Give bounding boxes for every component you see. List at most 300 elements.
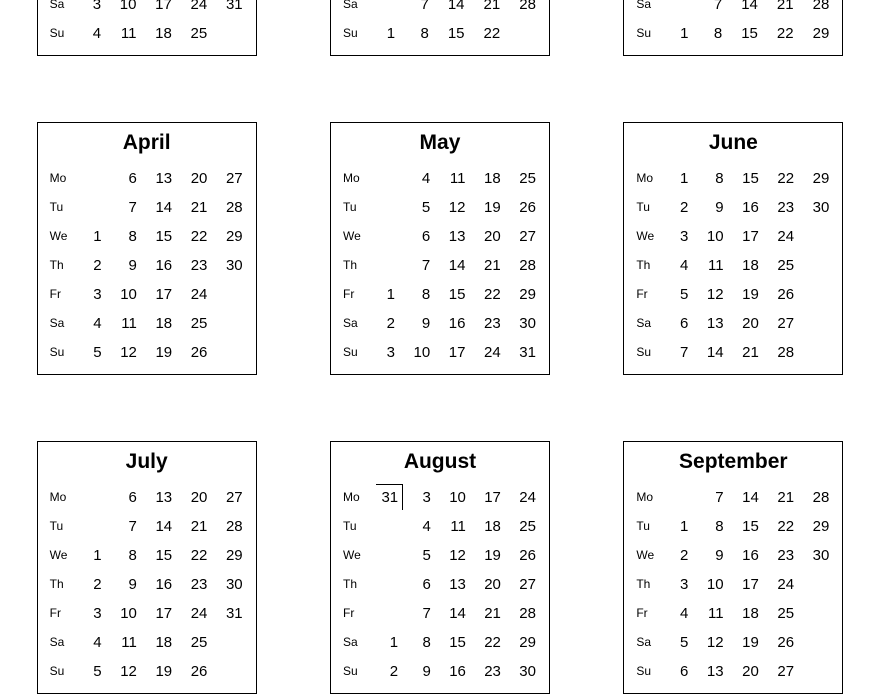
month-card[interactable]	[330, 441, 550, 694]
day-cell[interactable]: 9	[128, 257, 137, 274]
day-cell[interactable]: 2	[93, 576, 102, 593]
day-cell[interactable]: 29	[812, 518, 830, 535]
day-cell[interactable]: 1	[386, 286, 395, 303]
day-cell[interactable]: 22	[190, 547, 208, 564]
weekday-label: Sa	[636, 0, 652, 11]
month-card[interactable]	[37, 122, 257, 375]
day-cell[interactable]: 2	[386, 315, 395, 332]
weekday-row	[632, 628, 834, 657]
weekday-label: We	[49, 229, 68, 243]
day-cell[interactable]: 16	[742, 199, 759, 216]
day-cell[interactable]: 14	[742, 489, 759, 506]
day-cell[interactable]: 23	[777, 199, 795, 216]
month-table	[632, 164, 834, 367]
weekday-row	[339, 599, 541, 628]
day-cell[interactable]: 6	[679, 315, 689, 332]
day-cell[interactable]: 31	[225, 605, 243, 622]
day-cell[interactable]: 24	[190, 286, 208, 303]
day-cell[interactable]: 22	[776, 25, 794, 42]
day-cell[interactable]: 26	[190, 344, 208, 361]
day-cell[interactable]	[212, 338, 247, 367]
day-cell[interactable]: 22	[484, 634, 501, 651]
day-cell[interactable]: 19	[155, 344, 173, 361]
day-cell[interactable]: 30	[519, 663, 536, 680]
day-cell[interactable]: 11	[449, 170, 466, 187]
day-cell[interactable]: 27	[225, 489, 243, 506]
day-cell[interactable]	[799, 222, 834, 251]
day-cell[interactable]: 14	[449, 605, 466, 622]
day-cell[interactable]: 27	[777, 663, 795, 680]
day-cell[interactable]: 14	[448, 257, 466, 274]
day-cell[interactable]	[505, 19, 541, 48]
day-cell[interactable]: 6	[421, 228, 431, 245]
day-cell[interactable]: 20	[742, 315, 759, 332]
day-cell[interactable]: 11	[121, 634, 137, 651]
day-cell[interactable]	[367, 570, 403, 599]
day-cell[interactable]	[367, 483, 403, 512]
day-cell[interactable]: 29	[519, 634, 536, 651]
day-cell[interactable]: 12	[120, 344, 137, 361]
day-cell[interactable]: 4	[421, 170, 431, 187]
day-cell[interactable]: 17	[484, 489, 501, 506]
day-cell[interactable]	[799, 599, 834, 628]
day-cell[interactable]: 26	[519, 199, 536, 216]
day-cell[interactable]: 12	[706, 634, 724, 651]
weekday-label: Mo	[636, 490, 653, 504]
day-cell[interactable]	[660, 483, 693, 512]
day-cell[interactable]: 22	[483, 25, 501, 42]
day-cell[interactable]: 3	[679, 576, 689, 593]
day-cell[interactable]: 8	[715, 518, 724, 535]
day-cell[interactable]: 15	[742, 170, 759, 187]
day-cell[interactable]: 10	[706, 228, 724, 245]
month-card[interactable]	[623, 0, 843, 56]
weekday-row	[339, 570, 541, 599]
day-cell[interactable]: 22	[777, 170, 795, 187]
day-cell[interactable]: 15	[449, 634, 466, 651]
day-cell[interactable]: 18	[742, 605, 759, 622]
day-cell[interactable]: 21	[776, 0, 794, 13]
weekday-label: Su	[49, 664, 65, 678]
day-cell[interactable]: 21	[777, 489, 795, 506]
month-card[interactable]	[623, 122, 843, 375]
day-cell[interactable]: 7	[679, 344, 689, 361]
day-cell[interactable]: 8	[128, 547, 137, 564]
month-card[interactable]	[37, 441, 257, 694]
day-cell[interactable]: 24	[190, 605, 208, 622]
day-cell[interactable]: 9	[715, 547, 724, 564]
day-cell[interactable]: 13	[706, 663, 724, 680]
weekday-row	[632, 222, 834, 251]
day-cell[interactable]: 12	[120, 663, 137, 680]
day-cell[interactable]: 6	[128, 489, 137, 506]
day-cell[interactable]: 3	[93, 605, 102, 622]
day-cell[interactable]: 25	[777, 605, 795, 622]
day-cell[interactable]: 29	[812, 170, 830, 187]
weekday-label: Su	[49, 26, 65, 40]
day-cell[interactable]: 19	[742, 634, 759, 651]
day-cell[interactable]: 14	[155, 199, 173, 216]
weekday-row	[46, 483, 248, 512]
weekday-row	[46, 0, 248, 19]
day-cell[interactable]: 18	[484, 518, 501, 535]
month-table	[632, 0, 834, 48]
weekday-row	[46, 309, 248, 338]
day-cell[interactable]: 19	[155, 663, 173, 680]
day-cell[interactable]: 10	[120, 605, 137, 622]
day-cell[interactable]	[367, 193, 400, 222]
day-cell[interactable]: 30	[225, 576, 243, 593]
day-cell[interactable]: 5	[679, 286, 689, 303]
day-cell[interactable]: 14	[706, 344, 724, 361]
day-cell[interactable]	[660, 0, 694, 19]
day-cell[interactable]: 20	[190, 489, 208, 506]
day-cell[interactable]: 3	[93, 286, 102, 303]
day-cell[interactable]: 13	[155, 170, 173, 187]
day-cell[interactable]: 23	[484, 663, 501, 680]
day-cell[interactable]: 22	[190, 228, 208, 245]
day-cell[interactable]: 25	[190, 315, 208, 332]
day-cell[interactable]: 7	[713, 0, 723, 13]
day-cell[interactable]: 28	[812, 489, 830, 506]
day-cell[interactable]: 19	[484, 199, 501, 216]
day-cell[interactable]: 30	[519, 315, 536, 332]
day-cell[interactable]: 18	[742, 257, 759, 274]
day-cell[interactable]	[799, 251, 834, 280]
day-cell[interactable]: 24	[777, 576, 795, 593]
day-cell[interactable]	[799, 280, 834, 309]
day-cell[interactable]: 24	[190, 0, 208, 13]
day-cell[interactable]	[366, 0, 400, 19]
month-title: July	[125, 450, 168, 473]
day-cell[interactable]: 4	[93, 315, 102, 332]
day-cell[interactable]	[367, 222, 400, 251]
day-cell[interactable]: 5	[422, 547, 431, 564]
month-table	[339, 164, 541, 367]
day-cell[interactable]: 9	[421, 315, 431, 332]
day-cell[interactable]: 8	[713, 25, 723, 42]
day-cell[interactable]	[212, 309, 247, 338]
day-cell[interactable]: 17	[742, 576, 759, 593]
day-cell[interactable]: 7	[715, 489, 724, 506]
day-cell[interactable]: 29	[812, 25, 830, 42]
day-cell[interactable]: 10	[120, 286, 137, 303]
weekday-row	[632, 599, 834, 628]
day-cell[interactable]	[74, 483, 107, 512]
day-cell[interactable]: 2	[679, 547, 689, 564]
day-cell[interactable]: 20	[190, 170, 208, 187]
day-cell[interactable]: 6	[128, 170, 137, 187]
day-cell[interactable]: 27	[225, 170, 243, 187]
weekday-label: Th	[636, 577, 651, 591]
day-cell[interactable]: 23	[190, 257, 208, 274]
day-cell[interactable]: 15	[447, 25, 465, 42]
day-cell[interactable]: 7	[420, 0, 429, 13]
day-cell[interactable]: 18	[484, 170, 501, 187]
month-card[interactable]	[37, 0, 257, 56]
day-cell[interactable]: 30	[225, 257, 243, 274]
day-cell[interactable]: 8	[422, 634, 431, 651]
day-cell[interactable]: 16	[449, 663, 466, 680]
day-cell[interactable]: 11	[121, 315, 137, 332]
day-cell[interactable]: 10	[119, 0, 137, 13]
day-cell[interactable]: 25	[190, 25, 208, 42]
month-table	[339, 483, 541, 686]
day-cell[interactable]: 2	[93, 257, 102, 274]
day-cell[interactable]: 13	[706, 315, 724, 332]
day-cell[interactable]: 28	[777, 344, 795, 361]
day-cell[interactable]: 10	[706, 576, 724, 593]
day-cell[interactable]	[367, 599, 403, 628]
day-cell[interactable]	[799, 570, 834, 599]
weekday-row	[339, 222, 541, 251]
day-cell[interactable]: 7	[128, 518, 137, 535]
day-cell[interactable]: 27	[777, 315, 795, 332]
day-cell[interactable]: 5	[421, 199, 431, 216]
weekday-row	[339, 657, 541, 686]
day-cell[interactable]: 15	[741, 25, 758, 42]
day-cell[interactable]: 19	[484, 547, 501, 564]
weekday-label: Sa	[636, 635, 652, 649]
day-cell[interactable]: 12	[448, 199, 466, 216]
day-cell[interactable]: 29	[519, 286, 536, 303]
day-cell[interactable]: 25	[519, 170, 536, 187]
weekday-row	[339, 19, 541, 48]
day-cell[interactable]: 30	[812, 547, 830, 564]
day-cell[interactable]: 5	[93, 663, 102, 680]
day-cell[interactable]: 8	[128, 228, 137, 245]
day-cell[interactable]: 17	[155, 286, 173, 303]
weekday-row	[46, 338, 248, 367]
day-cell[interactable]: 2	[389, 663, 399, 680]
day-cell[interactable]: 1	[93, 228, 102, 245]
weekday-row	[46, 193, 248, 222]
day-cell[interactable]: 29	[225, 228, 243, 245]
day-cell[interactable]: 6	[679, 663, 689, 680]
day-cell[interactable]: 16	[155, 576, 173, 593]
day-cell[interactable]: 16	[155, 257, 173, 274]
day-cell[interactable]: 28	[812, 0, 830, 13]
day-cell[interactable]: 3	[679, 228, 689, 245]
weekday-row	[46, 570, 248, 599]
day-cell[interactable]: 28	[519, 0, 536, 13]
day-cell[interactable]: 15	[448, 286, 466, 303]
day-cell[interactable]: 13	[155, 489, 173, 506]
day-cell[interactable]: 11	[120, 25, 137, 42]
day-cell[interactable]: 28	[519, 605, 536, 622]
day-cell[interactable]: 21	[742, 344, 759, 361]
day-cell[interactable]: 20	[484, 576, 501, 593]
day-cell[interactable]: 1	[386, 25, 396, 42]
day-cell[interactable]: 21	[484, 257, 501, 274]
weekday-row	[46, 222, 248, 251]
month-card[interactable]	[330, 122, 550, 375]
day-cell[interactable]: 20	[484, 228, 501, 245]
weekday-row	[632, 0, 834, 19]
day-cell[interactable]: 10	[449, 489, 466, 506]
day-cell[interactable]	[74, 512, 107, 541]
day-cell[interactable]: 19	[742, 286, 759, 303]
day-cell[interactable]: 18	[155, 315, 173, 332]
day-cell[interactable]: 18	[155, 634, 173, 651]
month-table	[339, 0, 541, 48]
day-cell[interactable]: 21	[190, 518, 208, 535]
weekday-row	[46, 251, 248, 280]
day-cell[interactable]: 4	[92, 25, 102, 42]
day-cell[interactable]: 27	[519, 228, 536, 245]
weekday-row	[632, 280, 834, 309]
day-cell[interactable]: 24	[777, 228, 795, 245]
day-cell[interactable]	[212, 628, 247, 657]
day-cell[interactable]: 14	[155, 518, 173, 535]
day-cell[interactable]: 15	[155, 547, 173, 564]
day-cell[interactable]: 31	[225, 0, 243, 13]
weekday-row	[632, 570, 834, 599]
day-cell[interactable]: 21	[484, 605, 501, 622]
day-cell[interactable]: 26	[190, 663, 208, 680]
day-cell[interactable]: 13	[449, 576, 466, 593]
day-cell[interactable]: 3	[422, 489, 431, 506]
day-cell[interactable]: 1	[680, 25, 689, 42]
weekday-label: Fr	[636, 287, 648, 301]
weekday-label: Mo	[342, 490, 360, 504]
day-cell[interactable]: 8	[420, 25, 429, 42]
day-cell[interactable]	[367, 251, 400, 280]
selected-day-box[interactable]: 31	[376, 484, 403, 510]
month-card[interactable]	[330, 0, 550, 56]
weekday-label: Su	[636, 664, 652, 678]
day-cell[interactable]: 31	[519, 344, 536, 361]
month-table	[46, 164, 248, 367]
day-cell[interactable]: 1	[93, 547, 102, 564]
day-cell[interactable]	[799, 628, 834, 657]
day-cell[interactable]: 21	[483, 0, 501, 13]
day-cell[interactable]: 11	[707, 605, 724, 622]
day-cell[interactable]: 2	[679, 199, 689, 216]
day-cell[interactable]: 3	[92, 0, 102, 13]
weekday-label: We	[342, 548, 361, 562]
day-cell[interactable]	[367, 512, 403, 541]
day-cell[interactable]	[799, 657, 834, 686]
weekday-row	[46, 541, 248, 570]
day-cell[interactable]: 28	[225, 518, 243, 535]
day-cell[interactable]: 13	[448, 228, 466, 245]
day-cell[interactable]: 14	[741, 0, 758, 13]
month-table	[632, 483, 834, 686]
day-cell[interactable]: 25	[190, 634, 208, 651]
weekday-row	[46, 657, 248, 686]
day-cell[interactable]: 7	[128, 199, 137, 216]
weekday-label: Su	[342, 664, 358, 678]
day-cell[interactable]	[74, 193, 107, 222]
day-cell[interactable]: 6	[422, 576, 431, 593]
day-cell[interactable]: 1	[389, 634, 399, 651]
day-cell[interactable]: 25	[777, 257, 795, 274]
day-cell[interactable]: 21	[190, 199, 208, 216]
day-cell[interactable]: 26	[777, 634, 795, 651]
weekday-label: Sa	[342, 635, 358, 649]
weekday-row	[632, 512, 834, 541]
day-cell[interactable]: 30	[812, 199, 830, 216]
day-cell[interactable]	[367, 164, 400, 193]
day-cell[interactable]: 15	[742, 518, 759, 535]
day-cell[interactable]: 22	[484, 286, 501, 303]
day-cell[interactable]: 28	[519, 257, 536, 274]
day-cell[interactable]: 14	[447, 0, 465, 13]
day-cell[interactable]: 12	[449, 547, 466, 564]
day-cell[interactable]: 16	[742, 547, 759, 564]
day-cell[interactable]: 16	[448, 315, 466, 332]
day-cell[interactable]: 7	[422, 605, 431, 622]
weekday-label: Th	[49, 258, 64, 272]
day-cell[interactable]: 25	[519, 518, 536, 535]
day-cell[interactable]: 4	[679, 605, 689, 622]
day-cell[interactable]: 8	[421, 286, 431, 303]
day-cell[interactable]: 24	[484, 344, 501, 361]
day-cell[interactable]	[799, 309, 834, 338]
day-cell[interactable]: 5	[93, 344, 102, 361]
day-cell[interactable]: 9	[128, 576, 137, 593]
day-cell[interactable]: 11	[450, 518, 466, 535]
day-cell[interactable]: 4	[93, 634, 102, 651]
day-cell[interactable]: 29	[225, 547, 243, 564]
day-cell[interactable]: 17	[448, 344, 466, 361]
day-cell[interactable]: 4	[679, 257, 689, 274]
day-cell[interactable]: 22	[777, 518, 795, 535]
day-cell[interactable]: 12	[706, 286, 724, 303]
day-cell[interactable]: 18	[155, 25, 172, 42]
day-cell[interactable]: 17	[742, 228, 759, 245]
weekday-row	[46, 599, 248, 628]
month-card[interactable]	[623, 441, 843, 694]
day-cell[interactable]: 8	[715, 170, 724, 187]
day-cell[interactable]: 10	[413, 344, 431, 361]
weekday-row	[632, 657, 834, 686]
day-cell[interactable]: 23	[484, 315, 501, 332]
day-cell[interactable]: 1	[679, 170, 689, 187]
weekday-row	[632, 19, 834, 48]
weekday-label: Fr	[342, 606, 355, 620]
day-cell[interactable]: 24	[519, 489, 536, 506]
weekday-label: Su	[636, 345, 652, 359]
day-cell[interactable]: 23	[190, 576, 208, 593]
day-cell[interactable]: 17	[155, 0, 172, 13]
day-cell[interactable]: 26	[777, 286, 795, 303]
day-cell[interactable]: 4	[422, 518, 431, 535]
day-cell[interactable]: 9	[715, 199, 724, 216]
day-cell[interactable]: 3	[386, 344, 395, 361]
day-cell[interactable]: 1	[679, 518, 689, 535]
day-cell[interactable]: 27	[519, 576, 536, 593]
day-cell[interactable]: 28	[225, 199, 243, 216]
day-cell[interactable]	[74, 164, 107, 193]
day-cell[interactable]: 20	[742, 663, 759, 680]
day-cell[interactable]	[367, 541, 403, 570]
day-cell[interactable]: 5	[679, 634, 689, 651]
day-cell[interactable]: 7	[421, 257, 431, 274]
day-cell[interactable]: 15	[155, 228, 173, 245]
day-cell[interactable]: 17	[155, 605, 173, 622]
day-cell[interactable]	[212, 19, 247, 48]
day-cell[interactable]	[212, 280, 247, 309]
day-cell[interactable]	[212, 657, 247, 686]
day-cell[interactable]	[799, 338, 834, 367]
day-cell[interactable]: 11	[707, 257, 724, 274]
day-cell[interactable]: 23	[777, 547, 795, 564]
weekday-label: Fr	[342, 287, 355, 301]
day-cell[interactable]: 9	[422, 663, 431, 680]
day-cell[interactable]: 26	[519, 547, 536, 564]
